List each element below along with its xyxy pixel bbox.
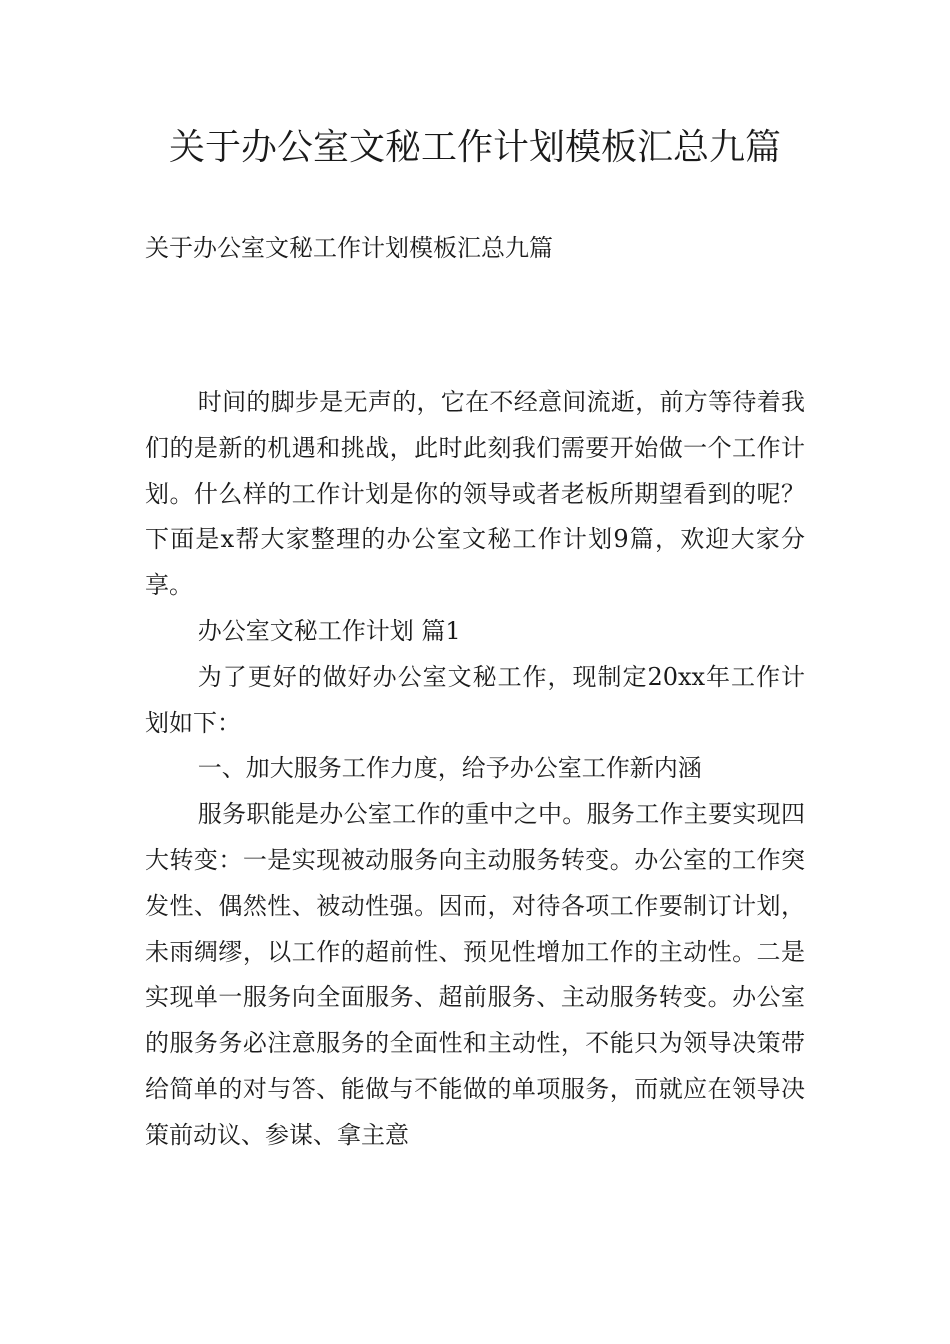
body-paragraph-service: 服务职能是办公室工作的重中之中。服务工作主要实现四大转变：一是实现被动服务向主动服务转变。办公室的工作突发性、偶然性、被动性强。因而，对待各项工作要制订计划，未雨绸缪，以工作的超前性、预见性增加工作的主动性。二是实现单一服务向全面服务、超前服务、主动服务转变。办公室的服务务必注意服务的全面性和主动性，不能只为领导决策带给简单的对与答、能做与不能做的单项服务，而就应在领导决策前动议、参谋、拿主意 — [145, 800, 805, 1149]
document-subtitle: 关于办公室文秘工作计划模板汇总九篇 — [145, 234, 553, 262]
section-heading-plan-1: 办公室文秘工作计划 篇1 — [197, 616, 461, 645]
section-heading-service: 一、加大服务工作力度，给予办公室工作新内涵 — [197, 754, 702, 783]
document-title: 关于办公室文秘工作计划模板汇总九篇 — [168, 127, 781, 168]
body-paragraph-intro: 时间的脚步是无声的，它在不经意间流逝，前方等待着我们的是新的机遇和挑战，此时此刻我们需要开始做一个工作计划。什么样的工作计划是你的领导或者老板所期望看到的呢？下面是x帮大家整理的办公室文秘工作计划9篇，欢迎大家分享。 — [145, 388, 805, 600]
document-body — [145, 380, 805, 1159]
body-paragraph-plan-intro: 为了更好的做好办公室文秘工作，现制定20xx年工作计划如下： — [145, 662, 805, 737]
